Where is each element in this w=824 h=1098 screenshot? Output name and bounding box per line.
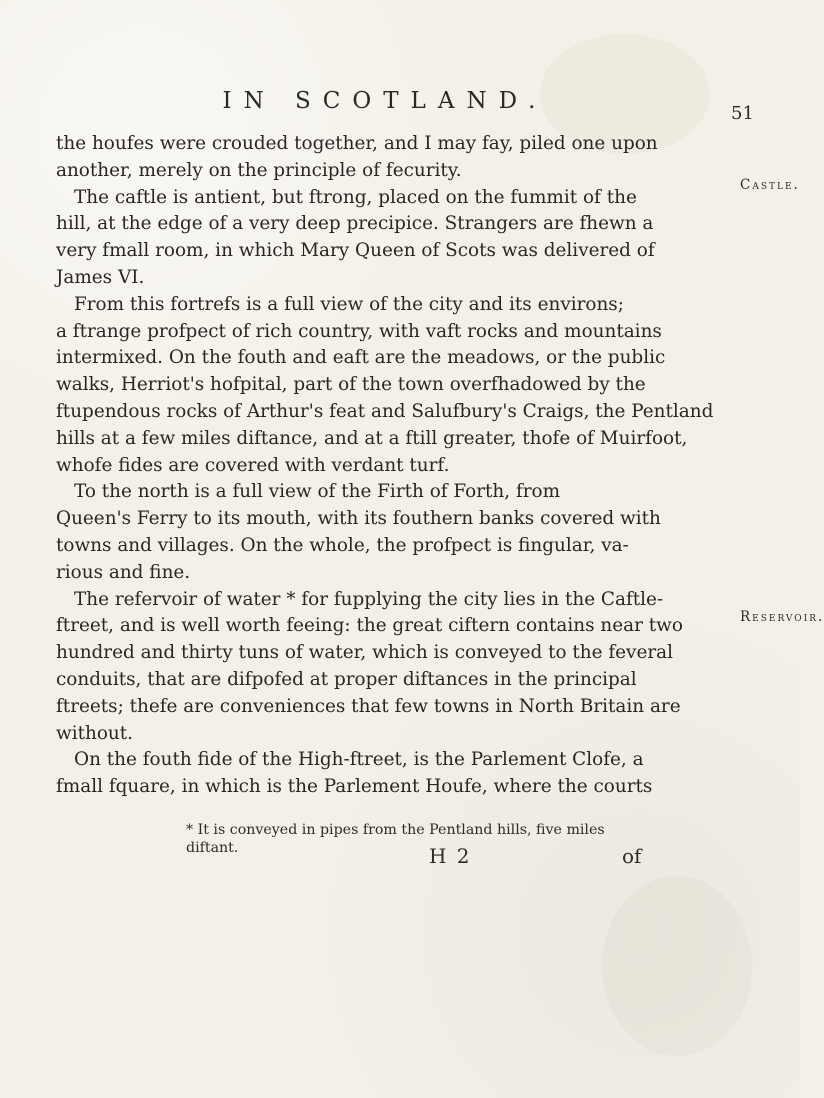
text-line-7: From this fortrefs is a full view of the city and its environs; xyxy=(74,293,624,315)
text-line-2: another, merely on the principle of fecurity. xyxy=(56,159,462,181)
text-line-23: without. xyxy=(56,722,134,744)
text-line-13: whofe fides are covered with verdant turf. xyxy=(56,454,450,476)
text-line-17: rious and fine. xyxy=(56,561,191,583)
text-line-21: conduits, that are difpofed at proper diftances in the principal xyxy=(56,668,637,690)
text-line-22: ftreets; thefe are conveniences that few towns in North Britain are xyxy=(56,695,681,717)
text-line-20: hundred and thirty tuns of water, which is conveyed to the feveral xyxy=(56,642,673,664)
page-number: 51 xyxy=(731,103,754,124)
text-line-18: The refervoir of water * for fupplying the city lies in the Caftle- xyxy=(74,588,664,610)
text-line-8: a ftrange profpect of rich country, with vaft rocks and mountains xyxy=(56,320,662,342)
text-line-16: towns and villages. On the whole, the profpect is fingular, va- xyxy=(56,534,629,556)
text-line-1: the houfes were crouded together, and I may fay, piled one upon xyxy=(56,133,658,154)
margin-note-castle: Castle. xyxy=(740,177,800,193)
text-line-10: walks, Herriot's hofpital, part of the town overfhadowed by the xyxy=(56,374,646,396)
paper-stain-bottom xyxy=(602,876,752,1056)
text-line-12: hills at a few miles diftance, and at a ftill greater, thofe of Muirfoot, xyxy=(56,427,688,449)
margin-note-reservoir: Reservoir. xyxy=(740,609,824,625)
text-line-11: ftupendous rocks of Arthur's feat and Salufbury's Craigs, the Pentland xyxy=(56,400,714,422)
text-line-25: fmall fquare, in which is the Parlement Houfe, where the courts xyxy=(56,776,653,798)
text-line-9: intermixed. On the fouth and eaft are the meadows, or the public xyxy=(56,347,666,369)
main-text xyxy=(56,131,727,801)
footnote: * It is conveyed in pipes from the Pentland hills, five miles diftant. xyxy=(186,822,605,856)
running-head: IN SCOTLAND. xyxy=(222,88,548,114)
text-line-4: hill, at the edge of a very deep precipice. Strangers are fhewn a xyxy=(56,213,654,235)
text-line-19: ftreet, and is well worth feeing: the great ciftern contains near two xyxy=(56,615,683,637)
text-line-3: The caftle is antient, but ftrong, placed on the fummit of the xyxy=(74,186,637,208)
text-line-6: James VI. xyxy=(56,266,145,288)
text-line-24: On the fouth fide of the High-ftreet, is the Parlement Clofe, a xyxy=(74,749,644,771)
text-line-5: very fmall room, in which Mary Queen of Scots was delivered of xyxy=(56,240,655,262)
signature-mark: H 2 xyxy=(429,844,472,868)
catchword: of xyxy=(622,844,642,868)
text-line-15: Queen's Ferry to its mouth, with its fouthern banks covered with xyxy=(56,508,661,530)
text-line-14: To the north is a full view of the Firth of Forth, from xyxy=(74,481,561,503)
